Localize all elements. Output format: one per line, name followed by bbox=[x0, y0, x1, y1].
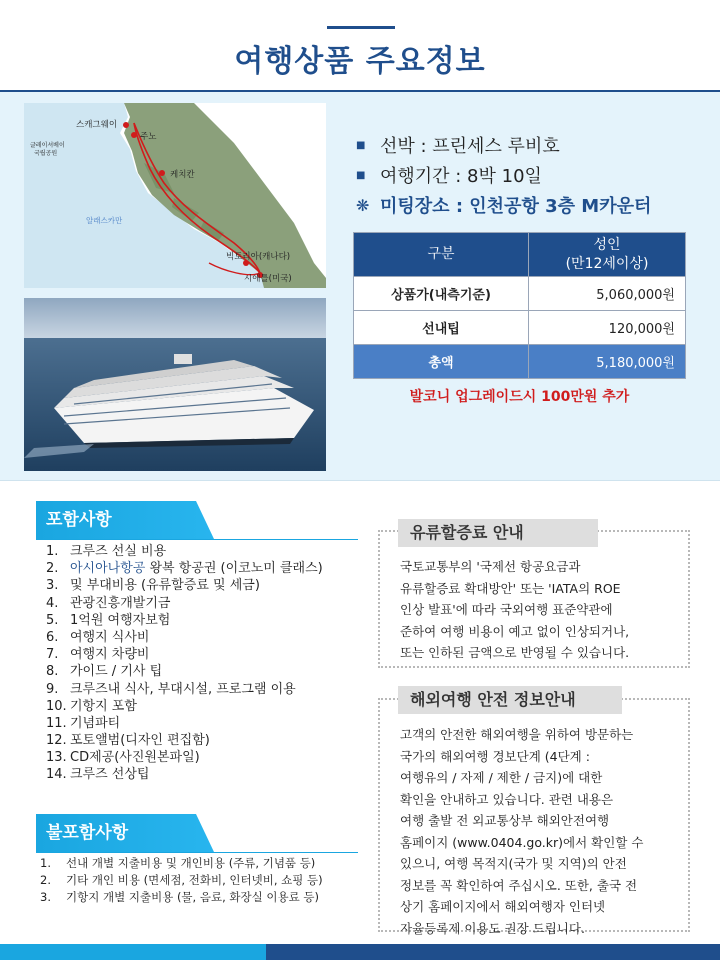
list-item: 10. 기항지 포함 bbox=[46, 698, 137, 714]
square-bullet-icon: ■ bbox=[356, 139, 366, 151]
row-label: 상품가(내측기준) bbox=[354, 277, 529, 311]
included-list bbox=[46, 543, 323, 784]
cruise-ship-photo bbox=[24, 298, 326, 471]
map-label-ketchikan: 케치칸 bbox=[170, 170, 195, 180]
included-heading bbox=[36, 501, 226, 539]
map-label-victoria: 빅토리아(캐나다) bbox=[226, 252, 291, 262]
list-item: 1. 선내 개별 지출비용 및 개인비용 (주류, 기념품 등) bbox=[40, 856, 316, 870]
price-table bbox=[353, 232, 686, 379]
route-map-svg bbox=[24, 103, 326, 288]
list-item: 9. 크루즈내 식사, 부대시설, 프로그램 이용 bbox=[46, 681, 296, 697]
header-category: 구분 bbox=[354, 233, 529, 277]
header-adult-line2: (만12세이상) bbox=[565, 255, 649, 272]
safety-notice-box bbox=[378, 698, 690, 936]
asterisk-icon: ❋ bbox=[356, 195, 370, 215]
upgrade-note: 발코니 업그레이드시 100만원 추가 bbox=[409, 389, 630, 405]
section-divider bbox=[0, 480, 720, 481]
list-item: 4. 관광진흥개발기금 bbox=[46, 595, 171, 611]
header-adult-line1: 성인 bbox=[593, 237, 621, 254]
header-adult bbox=[529, 233, 686, 277]
total-value: 5,180,000원 bbox=[529, 345, 686, 379]
list-item: 7. 여행지 차량비 bbox=[46, 647, 150, 663]
safety-notice-text: 고객의 안전한 해외여행을 위하여 방문하는 국가의 해외여행 경보단계 (4단계 : 여행유의 / 자제 / 제한 / 금지)에 대한 확인을 안내하고 있습니다. 관련 내용은 여행 출발 전 외교통상부 해외안전여행 홈페이지 (www.0404.go.kr)에서 확인할 수 있으니, 여행 목적지(국가 및 지역)의 안전 정보를 꼭 확인하여 주십시오. 또한, 출국 전 상기 홈페이지에서 해외여행자 인터넷 자율등록제 이용도 권장 드립니다. bbox=[400, 727, 644, 936]
list-item: 11. 기념파티 bbox=[46, 715, 121, 731]
title-accent-bar bbox=[327, 26, 395, 29]
footer-bar-dark bbox=[266, 944, 720, 960]
map-label-glacier-bay: 글레이셔베이 bbox=[30, 142, 65, 149]
excluded-list bbox=[40, 855, 323, 906]
safety-notice-heading: 해외여행 안전 정보안내 bbox=[398, 686, 622, 714]
list-item: 5. 1억원 여행자보험 bbox=[46, 612, 171, 628]
fuel-notice-text: 국토교통부의 '국제선 항공요금과 유류할증료 확대방안' 또는 'IATA의 ROE 인상 발표'에 따라 국외여행 표준약관에 준하여 여행 비용이 예고 없이 인상되거나, 또는 인하된 금액으로 반영될 수 있습니다. bbox=[400, 559, 630, 660]
table-row bbox=[354, 277, 686, 311]
map-label-skagway: 스캐그웨이 bbox=[76, 120, 118, 130]
list-item: 14. 크루즈 선상팁 bbox=[46, 767, 150, 783]
excluded-heading-text: 불포함사항 bbox=[46, 823, 129, 843]
list-item: 2. 아시아나항공 왕복 항공권 (이코노미 클래스) bbox=[46, 561, 323, 577]
map-label-alaska: 알래스카만 bbox=[86, 216, 123, 225]
list-item: 6. 여행지 식사비 bbox=[46, 629, 150, 645]
total-row bbox=[354, 345, 686, 379]
ship-text: 선박 : 프린세스 루비호 bbox=[380, 136, 560, 157]
meeting-text: 미팅장소 : 인천공항 3층 M카운터 bbox=[380, 196, 652, 217]
duration-text: 여행기간 : 8박 10일 bbox=[380, 166, 542, 187]
map-label-seattle: 시애틀(미국) bbox=[244, 274, 292, 284]
excluded-underline bbox=[36, 852, 358, 853]
table-row bbox=[354, 311, 686, 345]
row-value: 120,000원 bbox=[529, 311, 686, 345]
page-title: 여행상품 주요정보 bbox=[234, 44, 486, 79]
list-item: 1. 크루즈 선실 비용 bbox=[46, 544, 167, 559]
included-heading-text: 포함사항 bbox=[46, 510, 112, 530]
price-table-header bbox=[354, 233, 686, 277]
included-underline bbox=[36, 539, 358, 540]
list-item: 3. 및 부대비용 (유류할증료 및 세금) bbox=[46, 578, 260, 594]
duration-info bbox=[356, 160, 696, 190]
map-label-glacier-bay-2: 국립공원 bbox=[34, 150, 58, 157]
list-item: 12. 포토앨범(디자인 편집함) bbox=[46, 733, 210, 749]
list-item: 3. 기항지 개별 지출비용 (물, 음료, 화장실 이용료 등) bbox=[40, 890, 319, 904]
fuel-notice-box bbox=[378, 530, 690, 668]
trip-info bbox=[356, 130, 696, 220]
meeting-info bbox=[356, 190, 696, 220]
map-label-juneau: 주노 bbox=[140, 132, 157, 142]
list-item: 13. CD제공(사진원본파일) bbox=[46, 750, 200, 766]
route-map bbox=[24, 103, 326, 288]
row-value: 5,060,000원 bbox=[529, 277, 686, 311]
fuel-notice-heading: 유류할증료 안내 bbox=[398, 519, 598, 547]
square-bullet-icon: ■ bbox=[356, 169, 366, 181]
footer-bar-light bbox=[0, 944, 266, 960]
total-label: 총액 bbox=[354, 345, 529, 379]
excluded-heading bbox=[36, 814, 226, 852]
row-label: 선내팁 bbox=[354, 311, 529, 345]
list-item: 2. 기타 개인 비용 (면세점, 전화비, 인터넷비, 쇼핑 등) bbox=[40, 873, 323, 887]
list-item: 8. 가이드 / 기사 팁 bbox=[46, 664, 163, 680]
ship-info bbox=[356, 130, 696, 160]
